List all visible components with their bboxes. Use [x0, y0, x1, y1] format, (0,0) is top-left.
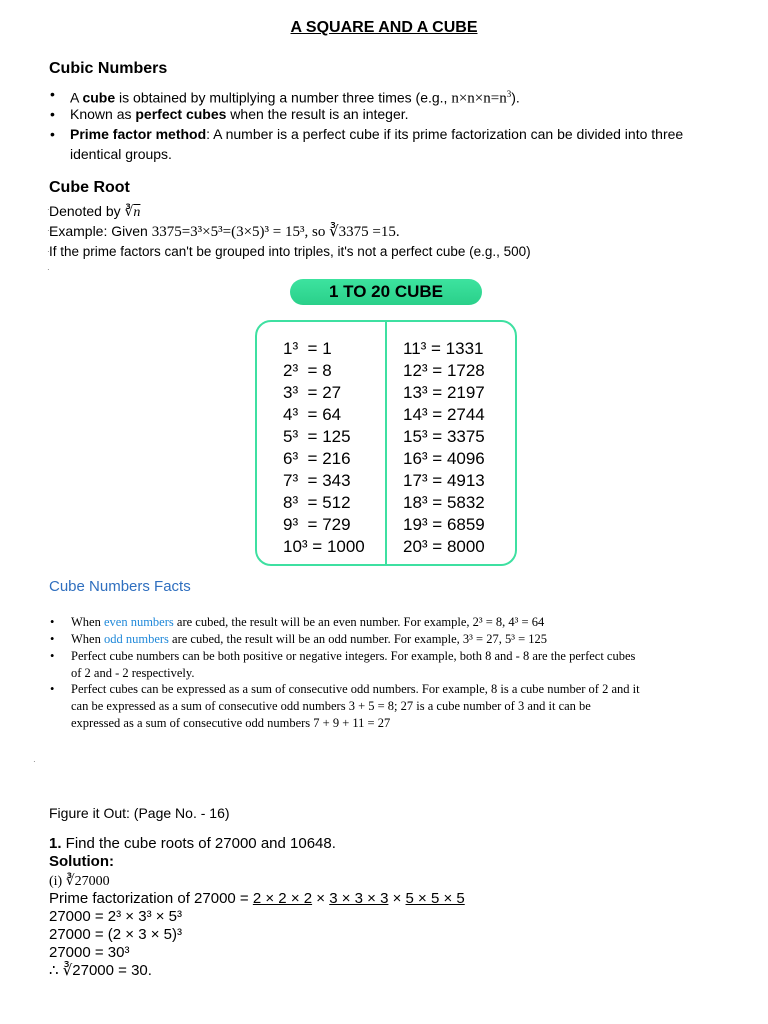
table-row: 18³ = 5832 [403, 493, 485, 512]
table-row: 5³ = 125 [283, 427, 351, 446]
step-line: ∴ ∛27000 = 30. [49, 962, 152, 979]
table-row: 19³ = 6859 [403, 515, 485, 534]
table-row: 15³ = 3375 [403, 427, 485, 446]
table-row: 8³ = 512 [283, 493, 351, 512]
table-row: 13³ = 2197 [403, 383, 485, 402]
step-line: 27000 = 2³ × 3³ × 5³ [49, 908, 183, 925]
table-divider [385, 320, 387, 566]
text: identical groups. [70, 146, 172, 162]
prime-factorization: Prime factorization of 27000 = 2 × 2 × 2 × 3 × 3 × 3 × 5 × 5 × 5 [49, 890, 465, 907]
cubic-numbers-heading: Cubic Numbers [49, 60, 168, 77]
facts-heading: Cube Numbers Facts [49, 578, 191, 595]
table-row: 6³ = 216 [283, 449, 351, 468]
table-row: 14³ = 2744 [403, 405, 485, 424]
table-row: 16³ = 4096 [403, 449, 485, 468]
table-row: 20³ = 8000 [403, 537, 485, 556]
text: : A number is a perfect cube if its prime factorization can be divided into three [206, 126, 684, 142]
cube-table [255, 320, 517, 566]
text: Known as [70, 106, 136, 122]
figure-it-out-heading: Figure it Out: (Page No. - 16) [49, 805, 230, 821]
cube-root-denoted: Denoted by $∛\overline{n}$ [49, 203, 141, 220]
bold-term: perfect cubes [135, 106, 227, 122]
table-badge: 1 TO 20 CUBE [290, 279, 482, 305]
question-1: 1. Find the cube roots of 27000 and 10648. [49, 835, 336, 852]
cube-root-heading: Cube Root [49, 179, 130, 196]
odd-numbers-link[interactable]: odd numbers [103, 632, 169, 646]
page-title: A SQUARE AND A CUBE [290, 19, 478, 36]
table-row: 7³ = 343 [283, 471, 351, 490]
table-row: 2³ = 8 [283, 361, 332, 380]
text: is obtained by multiplying a number three times (e.g., [115, 89, 452, 106]
bold-term: Prime factor method [70, 126, 207, 142]
formula: n×n×n=n [451, 90, 507, 107]
left-column [283, 338, 365, 558]
table-row: 11³ = 1331 [403, 339, 484, 358]
table-row: 9³ = 729 [283, 515, 351, 534]
even-numbers-link[interactable]: even numbers [103, 615, 174, 629]
solution-label: Solution: [49, 853, 114, 870]
table-row: 12³ = 1728 [403, 361, 485, 380]
table-row: 10³ = 1000 [283, 537, 365, 556]
table-row: 17³ = 4913 [403, 471, 485, 490]
cube-root-example: Example: Given 3375=3³×5³=(3×5)³ = 15³, so ∛3375 =15. [49, 223, 400, 240]
table-row: 1³ = 1 [283, 339, 332, 358]
table-row: 4³ = 64 [283, 405, 342, 424]
step-line: 27000 = 30³ [49, 944, 130, 961]
right-column [403, 338, 485, 558]
text: ). [511, 89, 520, 106]
cube-root-note: If the prime factors can't be grouped into triples, it's not a perfect cube (e.g., 500) [49, 244, 531, 259]
text: when the result is an integer. [226, 106, 409, 122]
bold-term: cube [82, 89, 116, 106]
table-row: 3³ = 27 [283, 383, 342, 402]
step-line: 27000 = (2 × 3 × 5)³ [49, 926, 183, 943]
part-i: (i) ∛27000 [49, 874, 110, 889]
text: A [70, 89, 83, 106]
